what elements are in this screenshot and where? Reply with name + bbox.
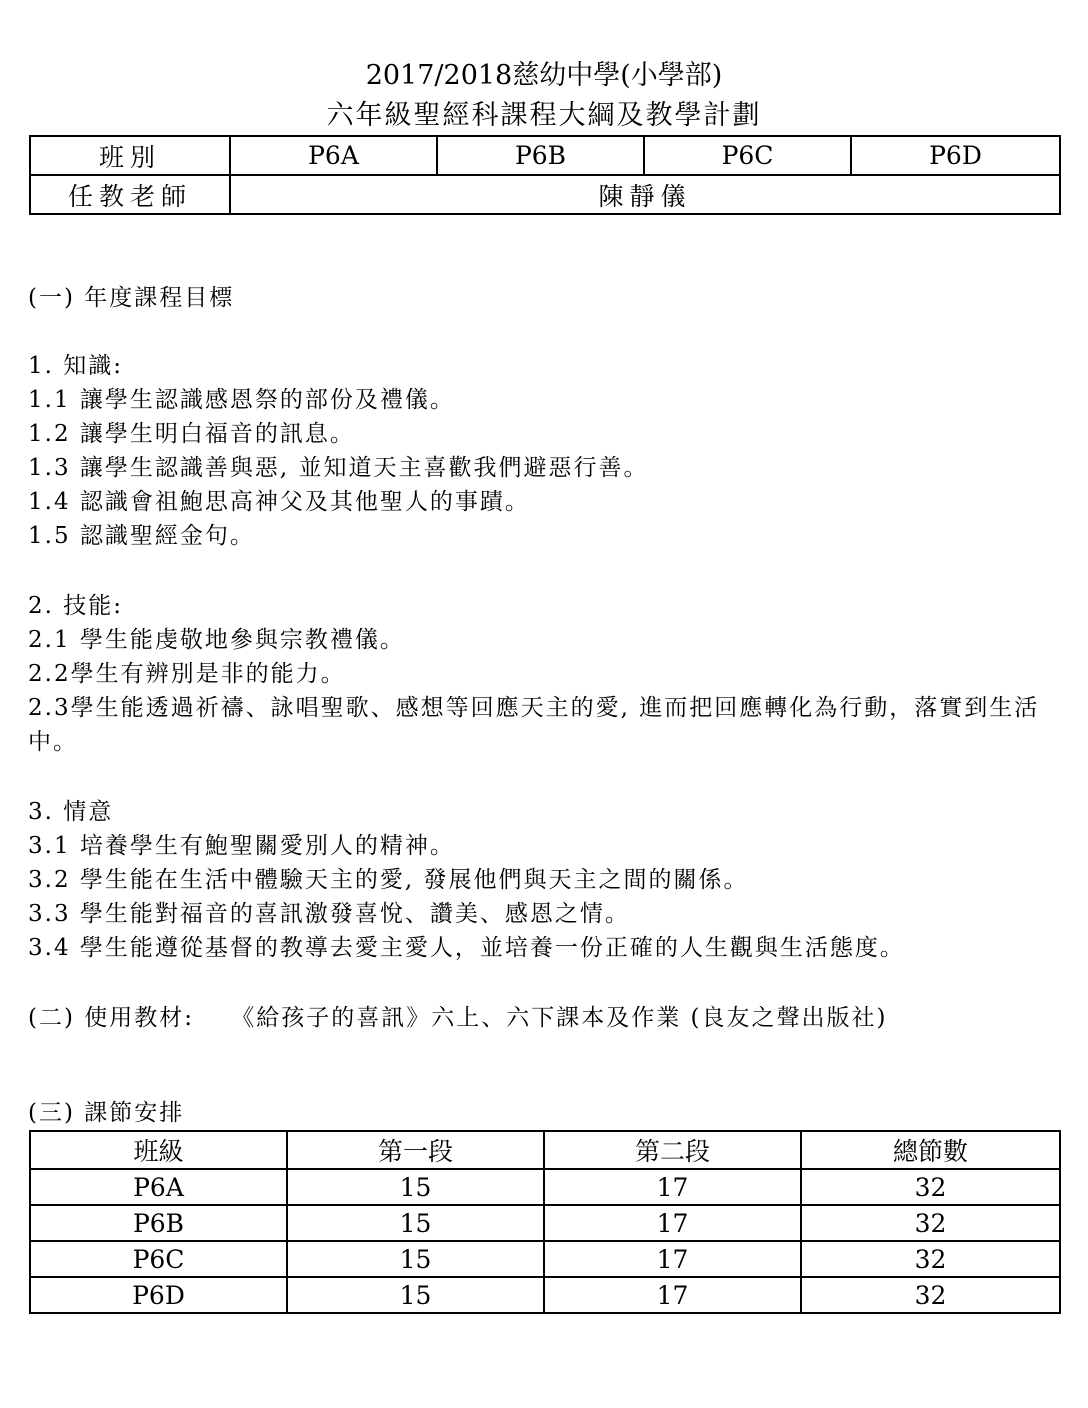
table-cell: P6D	[30, 1277, 287, 1313]
table-cell: 32	[801, 1241, 1060, 1277]
column-header: 班級	[30, 1131, 287, 1169]
objective-item: 1.1 讓學生認識感恩祭的部份及禮儀。	[28, 387, 455, 413]
objective-item: 2.1 學生能虔敬地參與宗教禮儀。	[28, 627, 405, 653]
class-teacher-table	[29, 135, 1061, 215]
class-cell: P6D	[851, 136, 1060, 175]
objective-item: 1.4 認識會祖鮑思高神父及其他聖人的事蹟。	[28, 489, 530, 515]
subsection-heading: 2. 技能:	[28, 593, 124, 619]
table-cell: 17	[544, 1277, 801, 1313]
objective-item: 3.2 學生能在生活中體驗天主的愛, 發展他們與天主之間的關係。	[28, 867, 749, 893]
class-cell: P6C	[644, 136, 851, 175]
table-cell: 32	[801, 1169, 1060, 1205]
objective-item: 1.3 讓學生認識善與惡, 並知道天主喜歡我們避惡行善。	[28, 455, 649, 481]
teacher-label-cell: 任教老師	[30, 175, 230, 214]
objective-item: 2.2學生有辨別是非的能力。	[28, 661, 346, 687]
table-cell: P6A	[30, 1169, 287, 1205]
table-cell: 15	[287, 1277, 544, 1313]
table-row	[30, 1277, 1060, 1313]
class-cell: P6A	[230, 136, 437, 175]
table-cell: 17	[544, 1241, 801, 1277]
teacher-row	[30, 175, 1060, 214]
objective-item: 1.5 認識聖經金句。	[28, 523, 255, 549]
column-header: 第二段	[544, 1131, 801, 1169]
spacer	[28, 315, 1068, 349]
table-cell: 32	[801, 1205, 1060, 1241]
class-label-cell: 班別	[30, 136, 230, 175]
schedule-header-row	[30, 1131, 1060, 1169]
table-cell: 32	[801, 1277, 1060, 1313]
objective-item: 3.1 培養學生有鮑聖關愛別人的精神。	[28, 833, 455, 859]
class-cell: P6B	[437, 136, 644, 175]
table-cell: 15	[287, 1205, 544, 1241]
table-cell: P6B	[30, 1205, 287, 1241]
table-cell: 15	[287, 1241, 544, 1277]
table-row	[30, 1205, 1060, 1241]
subsection-heading: 3. 情意	[28, 799, 114, 825]
spacer	[28, 759, 1068, 795]
column-header: 第一段	[287, 1131, 544, 1169]
objective-item: 3.4 學生能遵從基督的教導去愛主愛人，並培養一份正確的人生觀與生活態度。	[28, 935, 905, 961]
column-header: 總節數	[801, 1131, 1060, 1169]
table-row	[30, 1241, 1060, 1277]
materials-line: (二) 使用教材: 《給孩子的喜訊》六上、六下課本及作業 (良友之聲出版社)	[28, 1005, 888, 1031]
table-cell: 17	[544, 1169, 801, 1205]
table-row	[30, 1169, 1060, 1205]
subsection-heading: 1. 知識:	[28, 353, 124, 379]
teacher-name-cell: 陳靜儀	[230, 175, 1060, 214]
table-cell: 17	[544, 1205, 801, 1241]
table-cell: P6C	[30, 1241, 287, 1277]
objective-item: 2.3學生能透過祈禱、詠唱聖歌、感想等回應天主的愛, 進而把回應轉化為行動，落實到生活中。	[28, 695, 1040, 755]
objectives-section	[28, 281, 1068, 1035]
class-row	[30, 136, 1060, 175]
schedule-heading: (三) 課節安排	[28, 1100, 185, 1126]
spacer	[28, 965, 1068, 1001]
document-subtitle: 六年級聖經科課程大綱及教學計劃	[326, 100, 762, 131]
objective-item: 1.2 讓學生明白福音的訊息。	[28, 421, 355, 447]
section-heading: (一) 年度課程目標	[28, 285, 235, 311]
schedule-table	[29, 1130, 1061, 1314]
document-title: 2017/2018慈幼中學(小學部)	[365, 60, 723, 91]
spacer	[28, 553, 1068, 589]
table-cell: 15	[287, 1169, 544, 1205]
objective-item: 3.3 學生能對福音的喜訊激發喜悅、讚美、感恩之情。	[28, 901, 630, 927]
